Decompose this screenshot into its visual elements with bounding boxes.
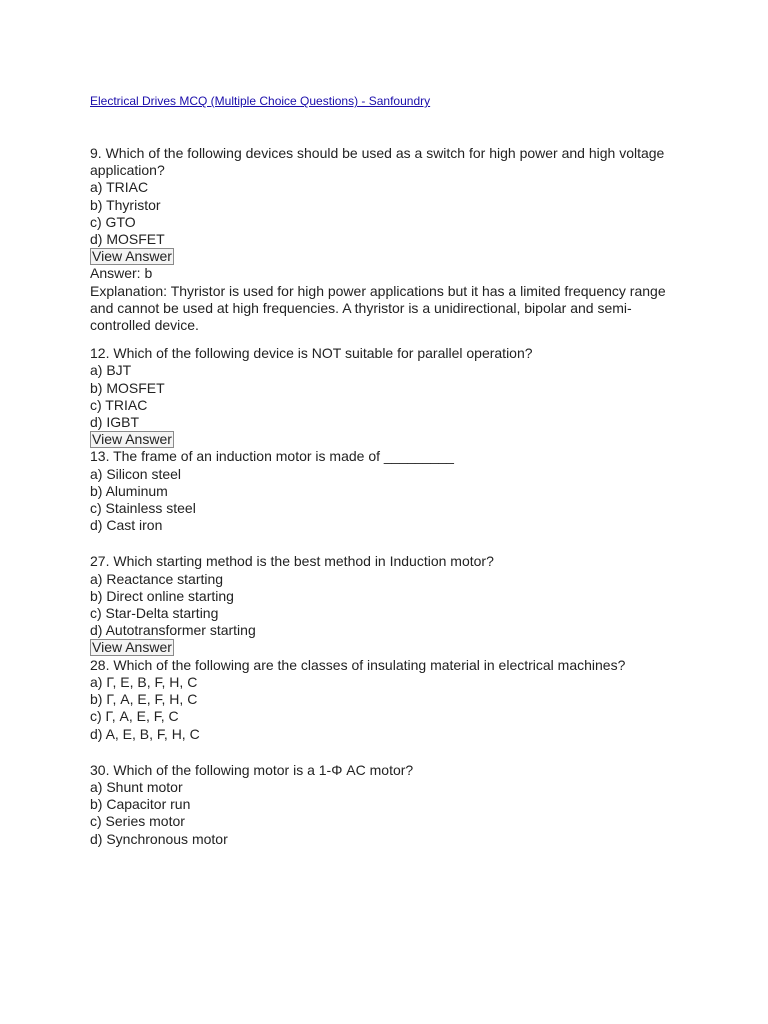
option-c: c) TRIAC bbox=[90, 396, 148, 413]
option-b: b) Capacitor run bbox=[90, 796, 191, 813]
option-a: a) Shunt motor bbox=[90, 778, 183, 795]
explanation-text: Explanation: Thyristor is used for high power applications but it has a limited frequency range and cannot be used at high frequencies. A thyristor is a unidirectional, bipolar and semi-controlled device. bbox=[90, 282, 666, 334]
option-a: a) Silicon steel bbox=[90, 465, 182, 482]
option-b: b) Aluminum bbox=[90, 482, 168, 499]
option-d: d) Synchronous motor bbox=[90, 830, 228, 847]
option-d: d) Autotransformer starting bbox=[90, 622, 256, 639]
question-27 bbox=[90, 553, 690, 656]
option-d: d) MOSFET bbox=[90, 231, 165, 248]
question-text: 9. Which of the following devices should be used as a switch for high power and high voltage application? bbox=[90, 145, 665, 179]
option-d: d) Cast iron bbox=[90, 517, 163, 534]
option-c: c) Star-Delta starting bbox=[90, 605, 219, 622]
option-b: b) Thyristor bbox=[90, 196, 161, 213]
option-d: d) IGBT bbox=[90, 414, 140, 431]
option-c: c) GTO bbox=[90, 213, 136, 230]
question-13 bbox=[90, 448, 690, 534]
option-d: d) A, E, B, F, H, C bbox=[90, 725, 200, 742]
question-text: 13. The frame of an induction motor is made of _________ bbox=[90, 448, 454, 465]
view-answer-button[interactable]: View Answer bbox=[92, 639, 172, 656]
option-b: b) MOSFET bbox=[90, 379, 165, 396]
question-list bbox=[90, 145, 690, 848]
option-a: a) Reactance starting bbox=[90, 570, 224, 587]
question-12 bbox=[90, 345, 690, 448]
question-9 bbox=[90, 145, 690, 334]
question-text: 28. Which of the following are the classes of insulating material in electrical machines? bbox=[90, 656, 626, 673]
question-text: 30. Which of the following motor is a 1-Φ AC motor? bbox=[90, 761, 414, 778]
option-c: c) Stainless steel bbox=[90, 500, 196, 517]
option-c: c) Γ, A, E, F, C bbox=[90, 708, 179, 725]
question-30 bbox=[90, 762, 690, 848]
source-link[interactable]: Electrical Drives MCQ (Multiple Choice Questions) - Sanfoundry bbox=[90, 94, 431, 108]
view-answer-button[interactable]: View Answer bbox=[92, 248, 172, 265]
option-b: b) Γ, A, E, F, H, C bbox=[90, 691, 198, 708]
option-a: a) Γ, E, B, F, H, C bbox=[90, 673, 198, 690]
option-a: a) TRIAC bbox=[90, 179, 149, 196]
option-b: b) Direct online starting bbox=[90, 587, 234, 604]
option-c: c) Series motor bbox=[90, 813, 185, 830]
question-28 bbox=[90, 657, 690, 743]
question-text: 12. Which of the following device is NOT suitable for parallel operation? bbox=[90, 345, 533, 362]
question-text: 27. Which starting method is the best method in Induction motor? bbox=[90, 553, 494, 570]
answer-text: Answer: b bbox=[90, 265, 153, 282]
option-a: a) BJT bbox=[90, 362, 132, 379]
view-answer-button[interactable]: View Answer bbox=[92, 431, 172, 448]
